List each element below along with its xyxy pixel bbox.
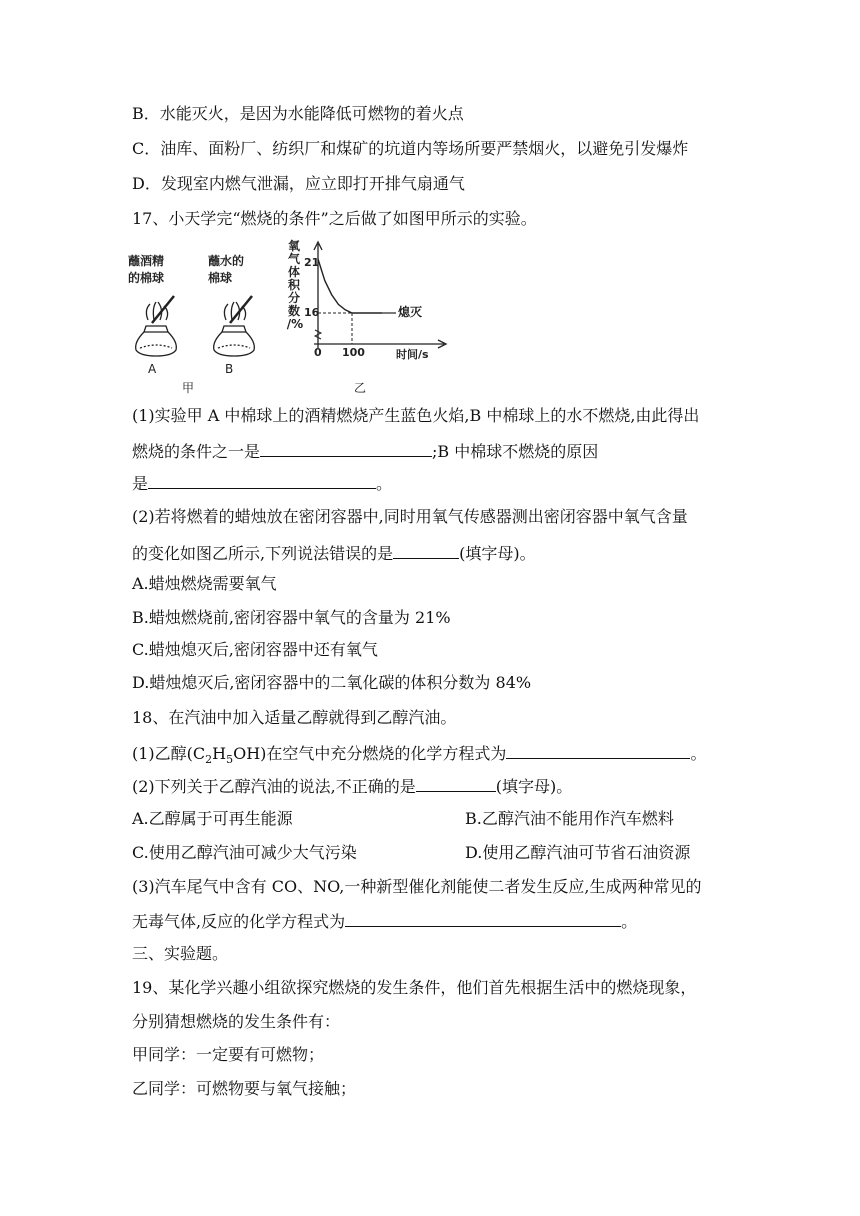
q17-part1-line3	[132, 471, 732, 495]
option-c-text: C．油库、面粉厂、纺织厂和煤矿的坑道内等场所要严禁烟火，以避免引发爆炸	[132, 139, 689, 158]
q17-part2-text: 的变化如图乙所示,下列说法错误的是	[132, 544, 394, 563]
q18-part3-text: 。	[621, 912, 638, 931]
q18-part1-text: H	[212, 744, 227, 763]
answer-blank[interactable]	[393, 541, 459, 559]
y-axis-label-char: 氧	[287, 239, 300, 253]
caption-yi: 乙	[354, 381, 367, 395]
question-17-stem: 17、小天学完“燃烧的条件”之后做了如图甲所示的实验。	[132, 209, 537, 228]
answer-blank[interactable]	[345, 909, 621, 927]
oxygen-chart	[314, 242, 446, 348]
q18-options-row1	[132, 808, 732, 830]
q17-part2-line2	[132, 541, 732, 565]
caption-jia: 甲	[182, 381, 195, 395]
q18-part3-line2	[132, 909, 732, 933]
subscript: 2	[205, 753, 213, 767]
q17-part1-line1: (1)实验甲 A 中棉球上的酒精燃烧产生蓝色火焰,B 中棉球上的水不燃烧,由此得出	[132, 406, 700, 425]
q18-part3-text: 无毒气体,反应的化学方程式为	[132, 912, 346, 931]
option-b-text: B．水能灭火，是因为水能降低可燃物的着火点	[132, 104, 464, 123]
label-water-ball-1: 蘸水的	[208, 254, 245, 268]
q18-option-c: C.使用乙醇汽油可减少大气污染	[132, 843, 357, 862]
q17-part2-line1: (2)若将燃着的蜡烛放在密闭容器中,同时用氧气传感器测出密闭容器中氧气含量	[132, 507, 688, 526]
q18-option-a: A.乙醇属于可再生能源	[132, 809, 293, 828]
q18-part1	[132, 741, 732, 765]
experiment-figure	[126, 238, 456, 395]
question-19-line2: 分别猜想燃烧的发生条件有：	[132, 1012, 341, 1031]
q18-part1-text: (1)乙醇(C	[132, 744, 206, 763]
q18-part2-text: (填字母)。	[495, 777, 573, 796]
y-tick-16: 16	[304, 306, 320, 319]
subscript: 5	[226, 753, 234, 767]
question-18-stem: 18、在汽油中加入适量乙醇就得到乙醇汽油。	[132, 708, 457, 727]
label-alcohol-ball-1: 蘸酒精	[128, 254, 165, 268]
oxygen-curve	[318, 259, 382, 313]
axis-break	[315, 330, 321, 339]
q17-part1-line2	[132, 439, 732, 463]
option-d-text: D．发现室内燃气泄漏，应立即打开排气扇通气	[132, 174, 465, 193]
y-axis-label-char: /%	[286, 317, 304, 331]
q18-part1-text: 。	[690, 744, 707, 763]
label-alcohol-ball-2: 的棉球	[128, 271, 165, 285]
answer-blank[interactable]	[416, 774, 496, 792]
curve-label-extinguished: 熄灭	[398, 305, 423, 319]
q17-option-d: D.蜡烛熄灭后,密闭容器中的二氧化碳的体积分数为 84%	[132, 673, 532, 692]
q17-part2-text: (填字母)。	[459, 544, 536, 563]
section-3-heading: 三、实验题。	[132, 944, 229, 963]
y-axis-label-char: 气	[287, 252, 300, 266]
q17-option-a: A.蜡烛燃烧需要氧气	[132, 574, 277, 593]
q17-part1-text: ;B 中棉球不燃烧的原因	[432, 442, 599, 461]
answer-blank[interactable]	[506, 741, 690, 759]
q17-option-c: C.蜡烛熄灭后,密闭容器中还有氧气	[132, 640, 378, 659]
x-axis-label: 时间/s	[396, 348, 429, 361]
y-tick-21: 21	[304, 256, 320, 269]
q17-part1-text: 。	[376, 474, 393, 493]
q18-part3-line1: (3)汽车尾气中含有 CO、NO,一种新型催化剂能使二者发生反应,生成两种常见的	[132, 877, 702, 896]
question-19-line3: 甲同学：一定要有可燃物；	[132, 1045, 325, 1064]
q18-options-row2	[132, 842, 732, 864]
q17-option-b: B.蜡烛燃烧前,密闭容器中氧气的含量为 21%	[132, 608, 451, 627]
lamp-b-label: B	[225, 362, 234, 376]
q18-part2-text: (2)下列关于乙醇汽油的说法,不正确的是	[132, 777, 416, 796]
y-axis-label-char: 分	[287, 291, 300, 305]
q17-part1-text: 是	[132, 474, 149, 493]
q17-part1-text: 燃烧的条件之一是	[132, 442, 261, 461]
q18-option-b: B.乙醇汽油不能用作汽车燃料	[465, 809, 674, 828]
question-19-line4: 乙同学：可燃物要与氧气接触；	[132, 1079, 357, 1098]
alcohol-lamp-b	[214, 296, 255, 356]
alcohol-lamp-a	[136, 296, 177, 356]
q18-part1-text: OH)在空气中充分燃烧的化学方程式为	[233, 744, 507, 763]
x-tick-100: 100	[342, 346, 365, 359]
lamp-a-label: A	[148, 362, 157, 376]
answer-blank[interactable]	[148, 471, 376, 489]
label-water-ball-2: 棉球	[208, 271, 233, 285]
y-axis-label-char: 体	[287, 265, 300, 279]
q18-part2	[132, 774, 732, 798]
x-tick-0: 0	[314, 346, 322, 359]
answer-blank[interactable]	[260, 439, 432, 457]
y-axis-label-char: 积	[287, 278, 300, 292]
y-axis-label-char: 数	[287, 304, 300, 318]
question-19-line1: 19、某化学兴趣小组欲探究燃烧的发生条件，他们首先根据生活中的燃烧现象，	[132, 978, 697, 997]
q18-option-d: D.使用乙醇汽油可节省石油资源	[465, 843, 691, 862]
